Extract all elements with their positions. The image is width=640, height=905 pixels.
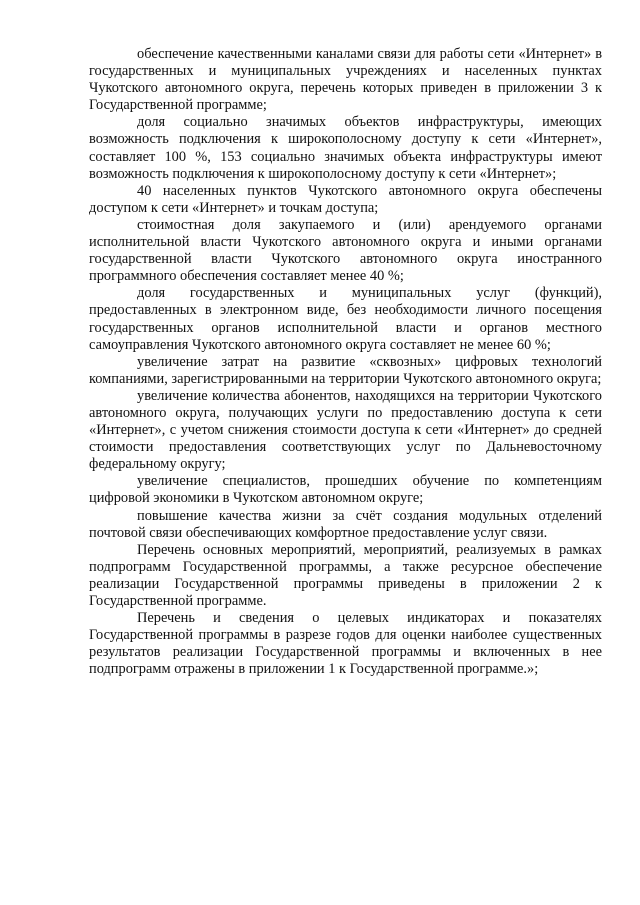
paragraph-electronic-services: доля государственных и муниципальных услуг (функций), предоставленных в электронном виде, без необходимости личного посещения государственных органов исполнительной власти и органов местного самоуправления Чукотского автономного округа составляет не менее 60 %; (89, 285, 602, 353)
document-page (89, 46, 602, 678)
paragraph-subscribers: увеличение количества абонентов, находящихся на территории Чукотского автономного округа, получающих услуги по предоставлению доступа к сети «Интернет», с учетом снижения стоимости доступа к сети «Интернет» до средней стоимости предоставления соответствующих услуг по Дальневосточному федеральному округу; (89, 387, 602, 473)
paragraph-specialists: увеличение специалистов, прошедших обучение по компетенциям цифровой экономики в Чукотском автономном округе; (89, 473, 602, 507)
paragraph-internet-channels: обеспечение качественными каналами связи для работы сети «Интернет» в государственных и муниципальных учреждениях и населенных пунктах Чукотского автономного округа, перечень которых приведен в приложении 3 к Государственной программе; (89, 46, 602, 114)
paragraph-digital-technologies: увеличение затрат на развитие «сквозных» цифровых технологий компаниями, зарегистрированными на территории Чукотского автономного округа; (89, 353, 602, 387)
paragraph-indicators: Перечень и сведения о целевых индикаторах и показателях Государственной программы в разрезе годов для оценки наиболее существенных результатов реализации Государственной программы и включенных в нее подпрограмм отражены в приложении 1 к Государственной программе.»; (89, 610, 602, 678)
paragraph-settlements-access: 40 населенных пунктов Чукотского автономного округа обеспечены доступом к сети «Интернет» и точкам доступа; (89, 182, 602, 216)
paragraph-postal-offices: повышение качества жизни за счёт создания модульных отделений почтовой связи обеспечивающих комфортное предоставление услуг связи. (89, 507, 602, 541)
paragraph-foreign-software: стоимостная доля закупаемого и (или) арендуемого органами исполнительной власти Чукотского автономного округа и иными органами государственной власти Чукотского автономного округа иностранного программного обеспечения составляет менее 40 %; (89, 216, 602, 285)
paragraph-social-objects: доля социально значимых объектов инфраструктуры, имеющих возможность подключения к широкополосному доступу к сети «Интернет», составляет 100 %, 153 социально значимых объекта инфраструктуры имеют возможность подключения к широкополосному доступу к сети «Интернет»; (89, 114, 602, 182)
paragraph-activities-list: Перечень основных мероприятий, мероприятий, реализуемых в рамках подпрограмм Государственной программы, а также ресурсное обеспечение реализации Государственной программы приведены в приложении 2 к Государственной программе. (89, 541, 602, 609)
